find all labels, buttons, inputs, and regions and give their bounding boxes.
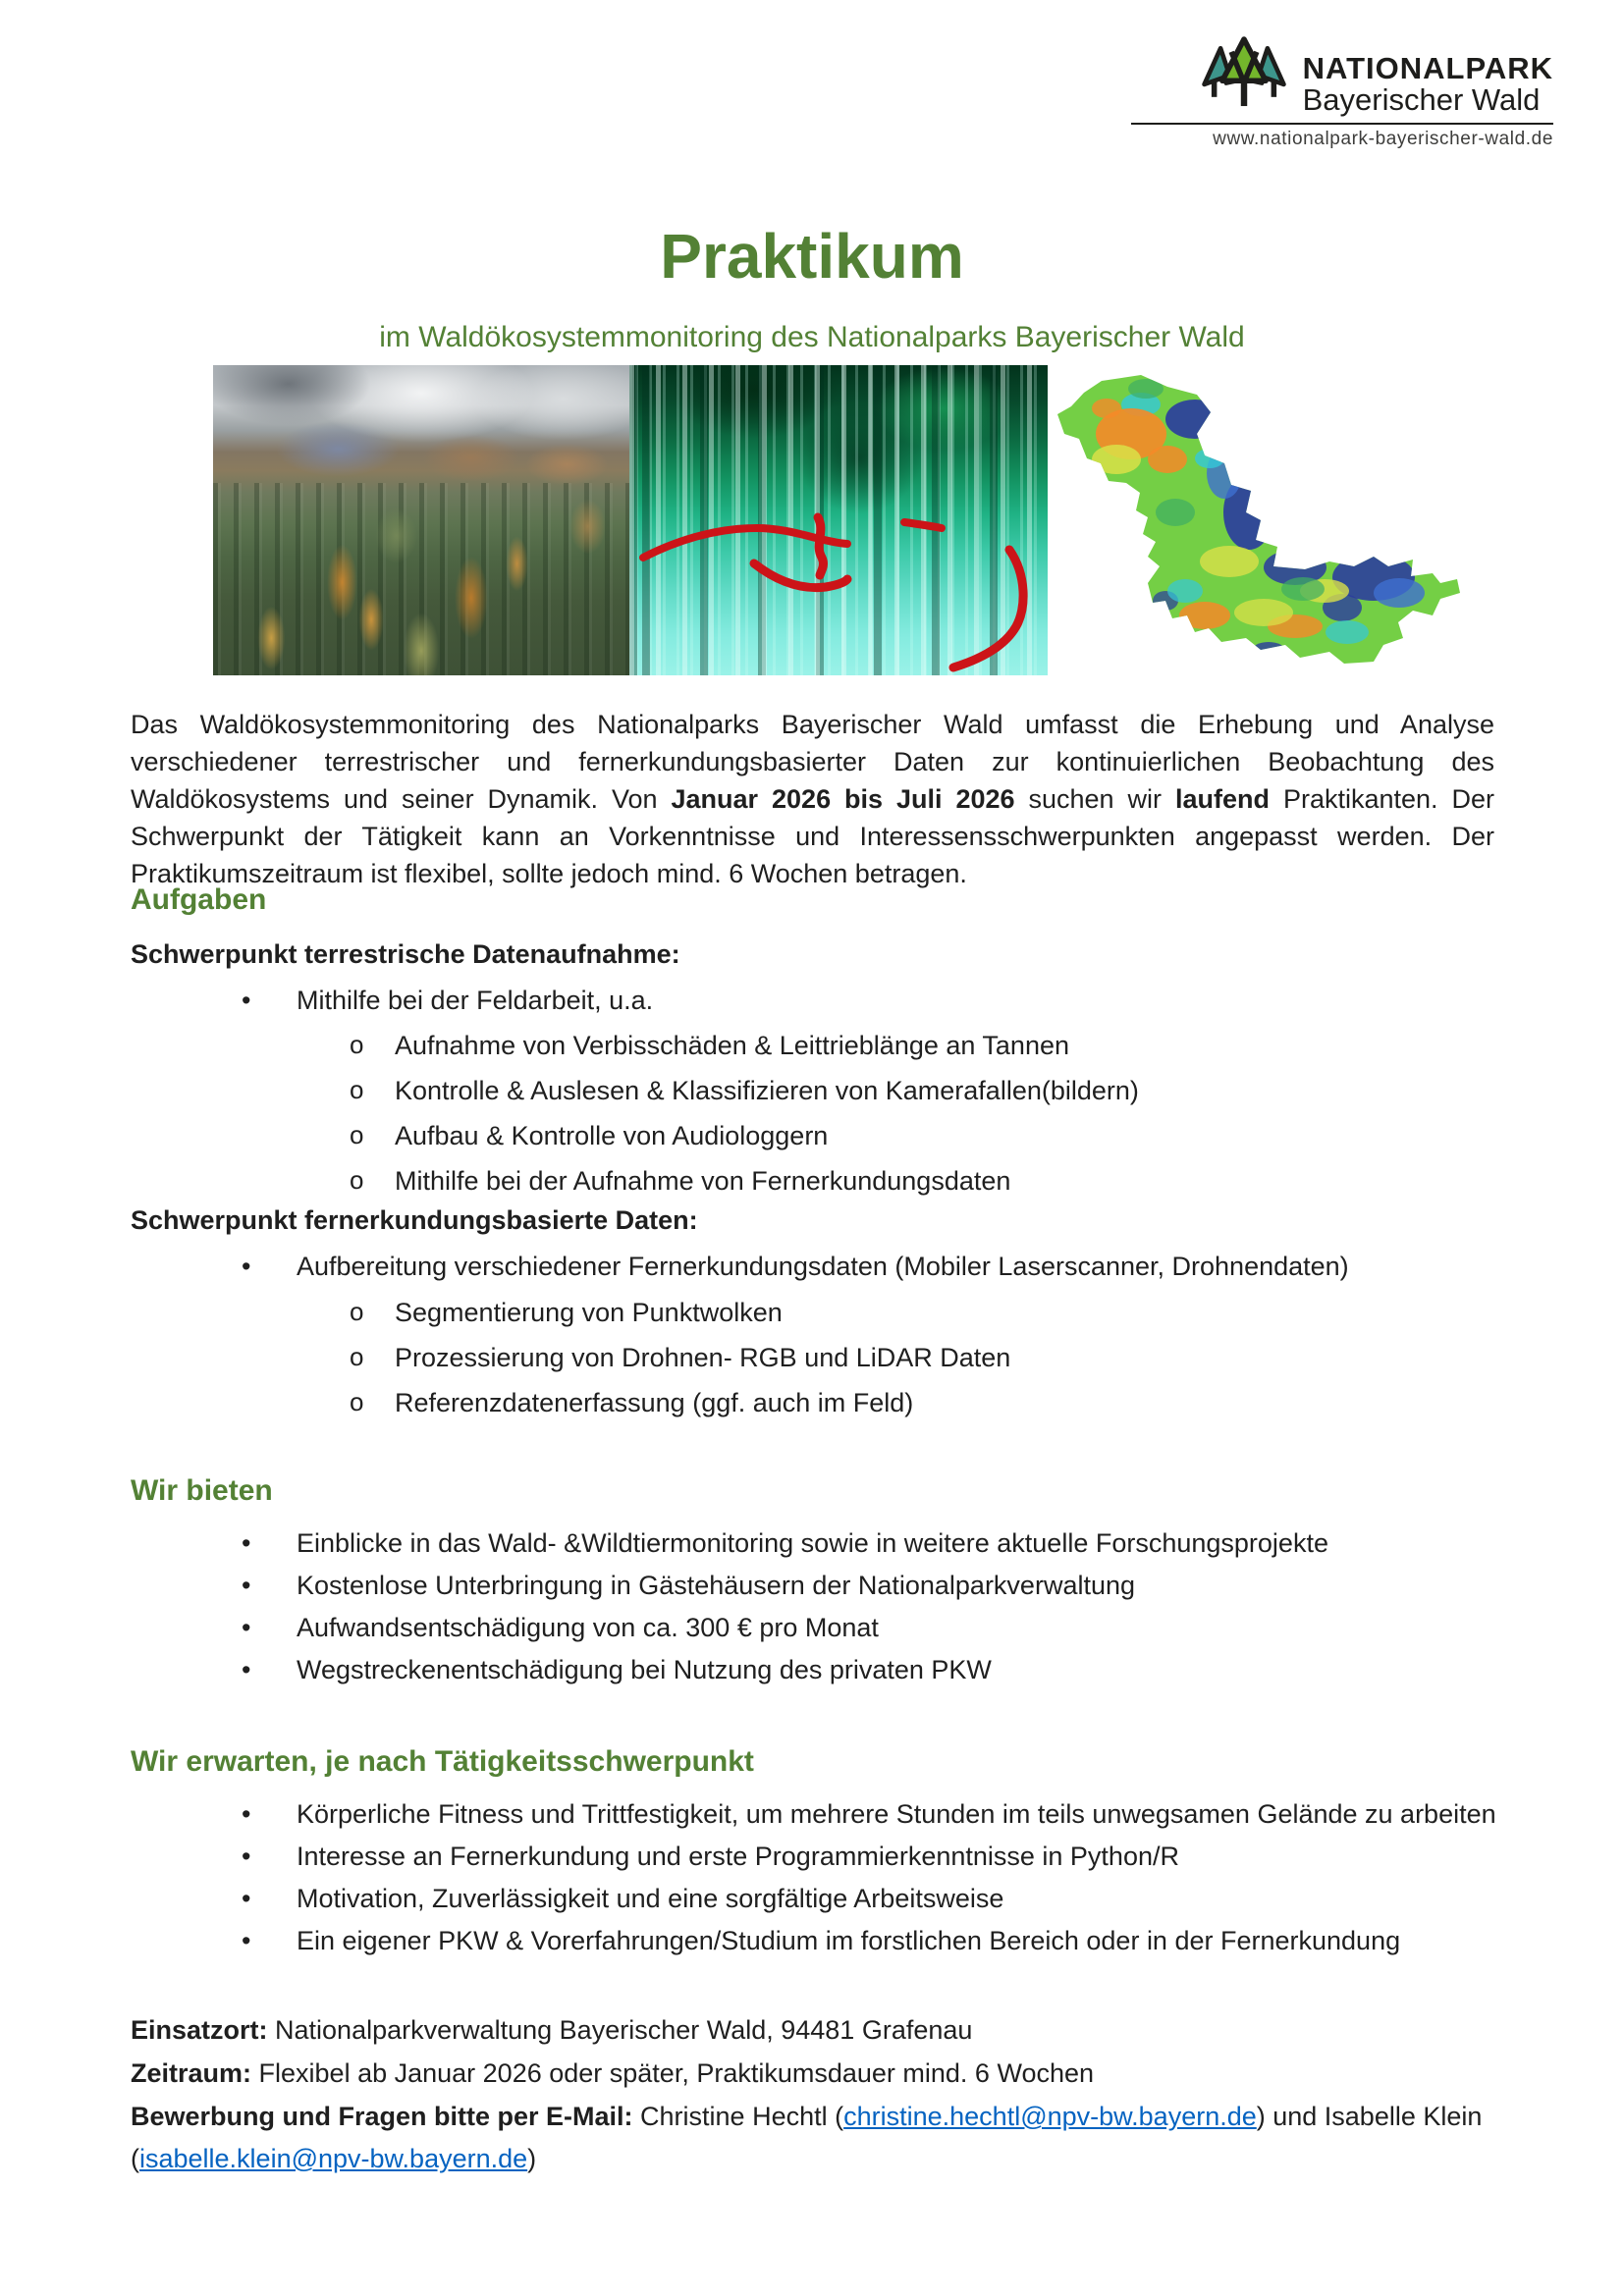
list-item: o Mithilfe bei der Aufnahme von Fernerkundungsdaten (131, 1162, 1505, 1200)
aufgaben-fernerkundung-sublist (131, 1294, 1505, 1429)
intro-paragraph: Das Waldökosystemmonitoring des Nationalparks Bayerischer Wald umfasst die Erhebung und Analyse verschiedener terrestrischer und fernerkundungsbasierter Daten zur kontinuierlichen Beobachtung des Waldökosystems und seiner Dynamik. Von Januar 2026 bis Juli 2026 suchen wir laufend Praktikanten. Der Schwerpunkt der Tätigkeit kann an Vorkenntnisse und Interessensschwerpunkten angepasst werden. Der Praktikumszeitraum ist flexibel, sollte jedoch mind. 6 Wochen betragen. (131, 710, 1495, 888)
forest-aerial-photo (213, 365, 629, 675)
list-item: • Kostenlose Unterbringung in Gästehäusern der Nationalparkverwaltung (131, 1567, 1505, 1604)
park-raster-map (1048, 365, 1493, 675)
circle-bullet-icon: o (350, 1297, 364, 1326)
circle-bullet-icon: o (350, 1165, 364, 1195)
bullet-icon: • (242, 1655, 251, 1684)
logo-name-line1: NATIONALPARK (1302, 51, 1553, 85)
bullet-icon: • (242, 1613, 251, 1642)
figure-strip (213, 365, 1493, 675)
logo-name-line2: Bayerischer Wald (1302, 81, 1541, 117)
bullet-icon: • (242, 1926, 251, 1955)
list-item: • Ein eigener PKW & Vorerfahrungen/Studium im forstlichen Bereich oder in der Fernerkundung (131, 1922, 1505, 1959)
list-item: • Mithilfe bei der Feldarbeit, u.a. (131, 982, 1505, 1019)
circle-bullet-icon: o (350, 1342, 364, 1371)
list-item: o Referenzdatenerfassung (ggf. auch im Feld) (131, 1384, 1505, 1421)
list-item: • Einblicke in das Wald- &Wildtiermonitoring sowie in weitere aktuelle Forschungsprojekte (131, 1524, 1505, 1562)
circle-bullet-icon: o (350, 1387, 364, 1416)
list-item: o Aufbau & Kontrolle von Audiologgern (131, 1117, 1505, 1154)
circle-bullet-icon: o (350, 1120, 364, 1149)
lidar-pointcloud-scan (629, 365, 1048, 675)
bullet-icon: • (242, 1571, 251, 1600)
bewerbung-line: Bewerbung und Fragen bitte per E-Mail: Christine Hechtl (christine.hechtl@npv-bw.bayern.de) und Isabelle Klein (isabelle.klein@npv-bw.bayern.de) (131, 2102, 1483, 2173)
list-item: • Interesse an Fernerkundung und erste Programmierkenntnisse in Python/R (131, 1838, 1505, 1875)
einsatzort-label: Einsatzort: (131, 2015, 268, 2045)
list-item: • Aufwandsentschädigung von ca. 300 € pro Monat (131, 1609, 1505, 1646)
list-item: o Segmentierung von Punktwolken (131, 1294, 1505, 1331)
aufgaben-terrestrisch-sublist (131, 1027, 1505, 1207)
aufgaben-fernerkundung-list (131, 1248, 1505, 1293)
list-item: • Motivation, Zuverlässigkeit und eine sorgfältige Arbeitsweise (131, 1880, 1505, 1917)
list-item: • Körperliche Fitness und Trittfestigkeit, um mehrere Stunden im teils unwegsamen Gelände zu arbeiten (131, 1795, 1505, 1833)
bullet-icon: • (242, 1884, 251, 1913)
park-map-graphic (1048, 365, 1493, 675)
page-title: Praktikum (660, 221, 964, 292)
zeitraum-label: Zeitraum: (131, 2058, 252, 2088)
section-heading-wir-erwarten: Wir erwarten, je nach Tätigkeitsschwerpunkt (131, 1745, 754, 1778)
header-logo (1131, 35, 1553, 150)
email-link-christine[interactable]: christine.hechtl@npv-bw.bayern.de (843, 2102, 1257, 2131)
email-link-isabelle[interactable]: isabelle.klein@npv-bw.bayern.de (139, 2144, 528, 2173)
bullet-icon: • (242, 1842, 251, 1871)
section-heading-aufgaben: Aufgaben (131, 883, 267, 916)
circle-bullet-icon: o (350, 1075, 364, 1104)
wir-bieten-list (131, 1524, 1505, 1693)
intro-bold-date-range: Januar 2026 bis Juli 2026 (671, 784, 1015, 814)
list-item: • Aufbereitung verschiedener Fernerkundungsdaten (Mobiler Laserscanner, Drohnendaten) (131, 1248, 1505, 1285)
nationalpark-tree-logo-icon (1199, 35, 1289, 110)
circle-bullet-icon: o (350, 1030, 364, 1059)
bullet-icon: • (242, 1252, 251, 1281)
lidar-annotation-lines (629, 365, 1048, 675)
bewerbung-label: Bewerbung und Fragen bitte per E-Mail: (131, 2102, 633, 2131)
section-heading-wir-bieten: Wir bieten (131, 1474, 273, 1507)
intro-text: Das Waldökosystemmonitoring des Nationalparks Bayerischer Wald umfasst die Erhebung und Analyse verschiedener terrestrischer und fernerkundungsbasierter Daten zur kontinuierlichen Beobachtung des Waldökosystems und seiner Dynamik. Von (131, 710, 1494, 814)
logo-divider (1131, 123, 1553, 125)
autumn-trees-overlay (213, 365, 629, 675)
einsatzort-line: Einsatzort: Nationalparkverwaltung Bayerischer Wald, 94481 Grafenau (131, 2015, 973, 2045)
bullet-icon: • (242, 1528, 251, 1558)
list-item: o Kontrolle & Auslesen & Klassifizieren von Kamerafallen(bildern) (131, 1072, 1505, 1109)
bullet-icon: • (242, 986, 251, 1015)
zeitraum-line: Zeitraum: Flexibel ab Januar 2026 oder später, Praktikumsdauer mind. 6 Wochen (131, 2058, 1095, 2088)
logo-website-link[interactable]: www.nationalpark-bayerischer-wald.de (1213, 129, 1553, 150)
intro-bold-laufend: laufend (1174, 784, 1270, 814)
wir-erwarten-list (131, 1795, 1505, 1964)
list-item: o Prozessierung von Drohnen- RGB und LiDAR Daten (131, 1339, 1505, 1376)
page-subtitle: im Waldökosystemmonitoring des Nationalparks Bayerischer Wald (379, 321, 1245, 353)
block-title-terrestrisch: Schwerpunkt terrestrische Datenaufnahme: (131, 939, 680, 969)
aufgaben-terrestrisch-list (131, 982, 1505, 1027)
list-item: o Aufnahme von Verbisschäden & Leittrieblänge an Tannen (131, 1027, 1505, 1064)
bullet-icon: • (242, 1799, 251, 1829)
block-title-fernerkundung: Schwerpunkt fernerkundungsbasierte Daten: (131, 1205, 698, 1235)
list-item: • Wegstreckenentschädigung bei Nutzung des privaten PKW (131, 1651, 1505, 1688)
